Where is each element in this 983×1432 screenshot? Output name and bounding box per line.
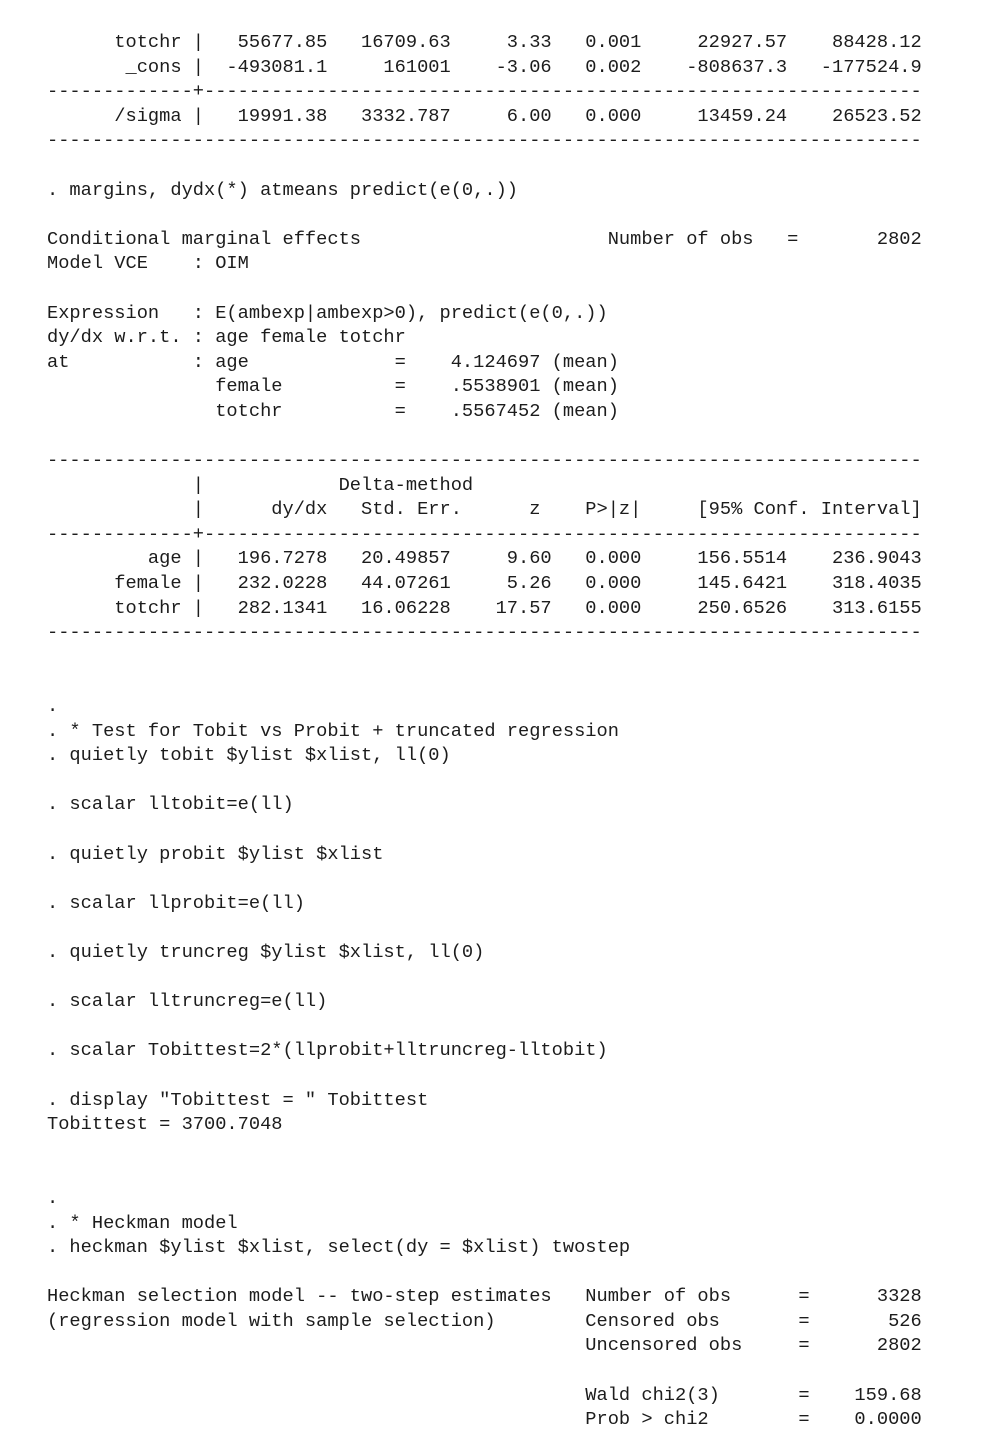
blank-line [47,1260,947,1285]
command-line: . scalar lltobit=e(ll) [47,793,294,816]
output-line: (regression model with sample selection) Censored obs = 526 [47,1309,922,1332]
table-row: age | 196.7278 20.49857 9.60 0.000 156.5514 236.9043 [47,547,922,570]
command-line: . * Heckman model [47,1211,238,1234]
command-line: . display "Tobittest = " Tobittest [47,1088,429,1111]
command-line: . scalar lltruncreg=e(ll) [47,990,328,1013]
output-line: Wald chi2(3) = 159.68 [47,1383,922,1406]
blank-line [47,768,947,793]
blank-line [47,915,947,940]
blank-line [47,965,947,990]
blank-line [47,1063,947,1088]
output-line: Prob > chi2 = 0.0000 [47,1408,922,1431]
table-separator: -------------+---------------------------------------------------------------- [47,522,922,545]
blank-line [47,153,947,178]
blank-line [47,424,947,449]
command-line: . heckman $ylist $xlist, select(dy = $xlist) twostep [47,1236,631,1259]
table-row: _cons | -493081.1 161001 -3.06 0.002 -808637.3 -177524.9 [47,55,922,78]
table-row: female | 232.0228 44.07261 5.26 0.000 145.6421 318.4035 [47,572,922,595]
blank-line [47,817,947,842]
output-line: Conditional marginal effects Number of obs = 2802 [47,227,922,250]
table-row: totchr | 55677.85 16709.63 3.33 0.001 22927.57 88428.12 [47,31,922,53]
output-line: totchr = .5567452 (mean) [47,399,619,422]
command-line: . scalar llprobit=e(ll) [47,891,305,914]
command-line: . quietly probit $ylist $xlist [47,842,384,865]
table-separator: -------------+---------------------------------------------------------------- [47,80,922,103]
output-line: Heckman selection model -- two-step estimates Number of obs = 3328 [47,1285,922,1308]
command-line: . margins, dydx(*) atmeans predict(e(0,.)) [47,178,519,201]
output-line: Model VCE : OIM [47,252,249,275]
blank-line [47,1137,947,1162]
command-line: . quietly truncreg $ylist $xlist, ll(0) [47,940,485,963]
command-line: . * Test for Tobit vs Probit + truncated regression [47,719,619,742]
blank-line [47,645,947,670]
output-line: at : age = 4.124697 (mean) [47,350,619,373]
blank-line [47,669,947,694]
output-line: Tobittest = 3700.7048 [47,1113,283,1136]
table-separator: ------------------------------------------------------------------------------ [47,129,922,152]
command-line: . scalar Tobittest=2*(llprobit+lltruncreg-lltobit) [47,1039,608,1062]
blank-line [47,1358,947,1383]
blank-line [47,866,947,891]
results-console [47,30,947,1432]
blank-line [47,202,947,227]
command-line: . [47,695,59,718]
blank-line [47,1161,947,1186]
table-separator: ------------------------------------------------------------------------------ [47,449,922,472]
table-row: /sigma | 19991.38 3332.787 6.00 0.000 13459.24 26523.52 [47,104,922,127]
output-line: female = .5538901 (mean) [47,375,619,398]
output-line: dy/dx w.r.t. : age female totchr [47,326,406,349]
command-line: . [47,1186,59,1209]
output-line: Uncensored obs = 2802 [47,1334,922,1357]
table-row: | dy/dx Std. Err. z P>|z| [95% Conf. Interval] [47,498,922,521]
blank-line [47,1014,947,1039]
table-row: | Delta-method [47,473,474,496]
table-row: Expression : E(ambexp|ambexp>0), predict(e(0,.)) [47,301,608,324]
blank-line [47,276,947,301]
table-separator: ------------------------------------------------------------------------------ [47,621,922,644]
table-row: totchr | 282.1341 16.06228 17.57 0.000 250.6526 313.6155 [47,596,922,619]
command-line: . quietly tobit $ylist $xlist, ll(0) [47,744,451,767]
